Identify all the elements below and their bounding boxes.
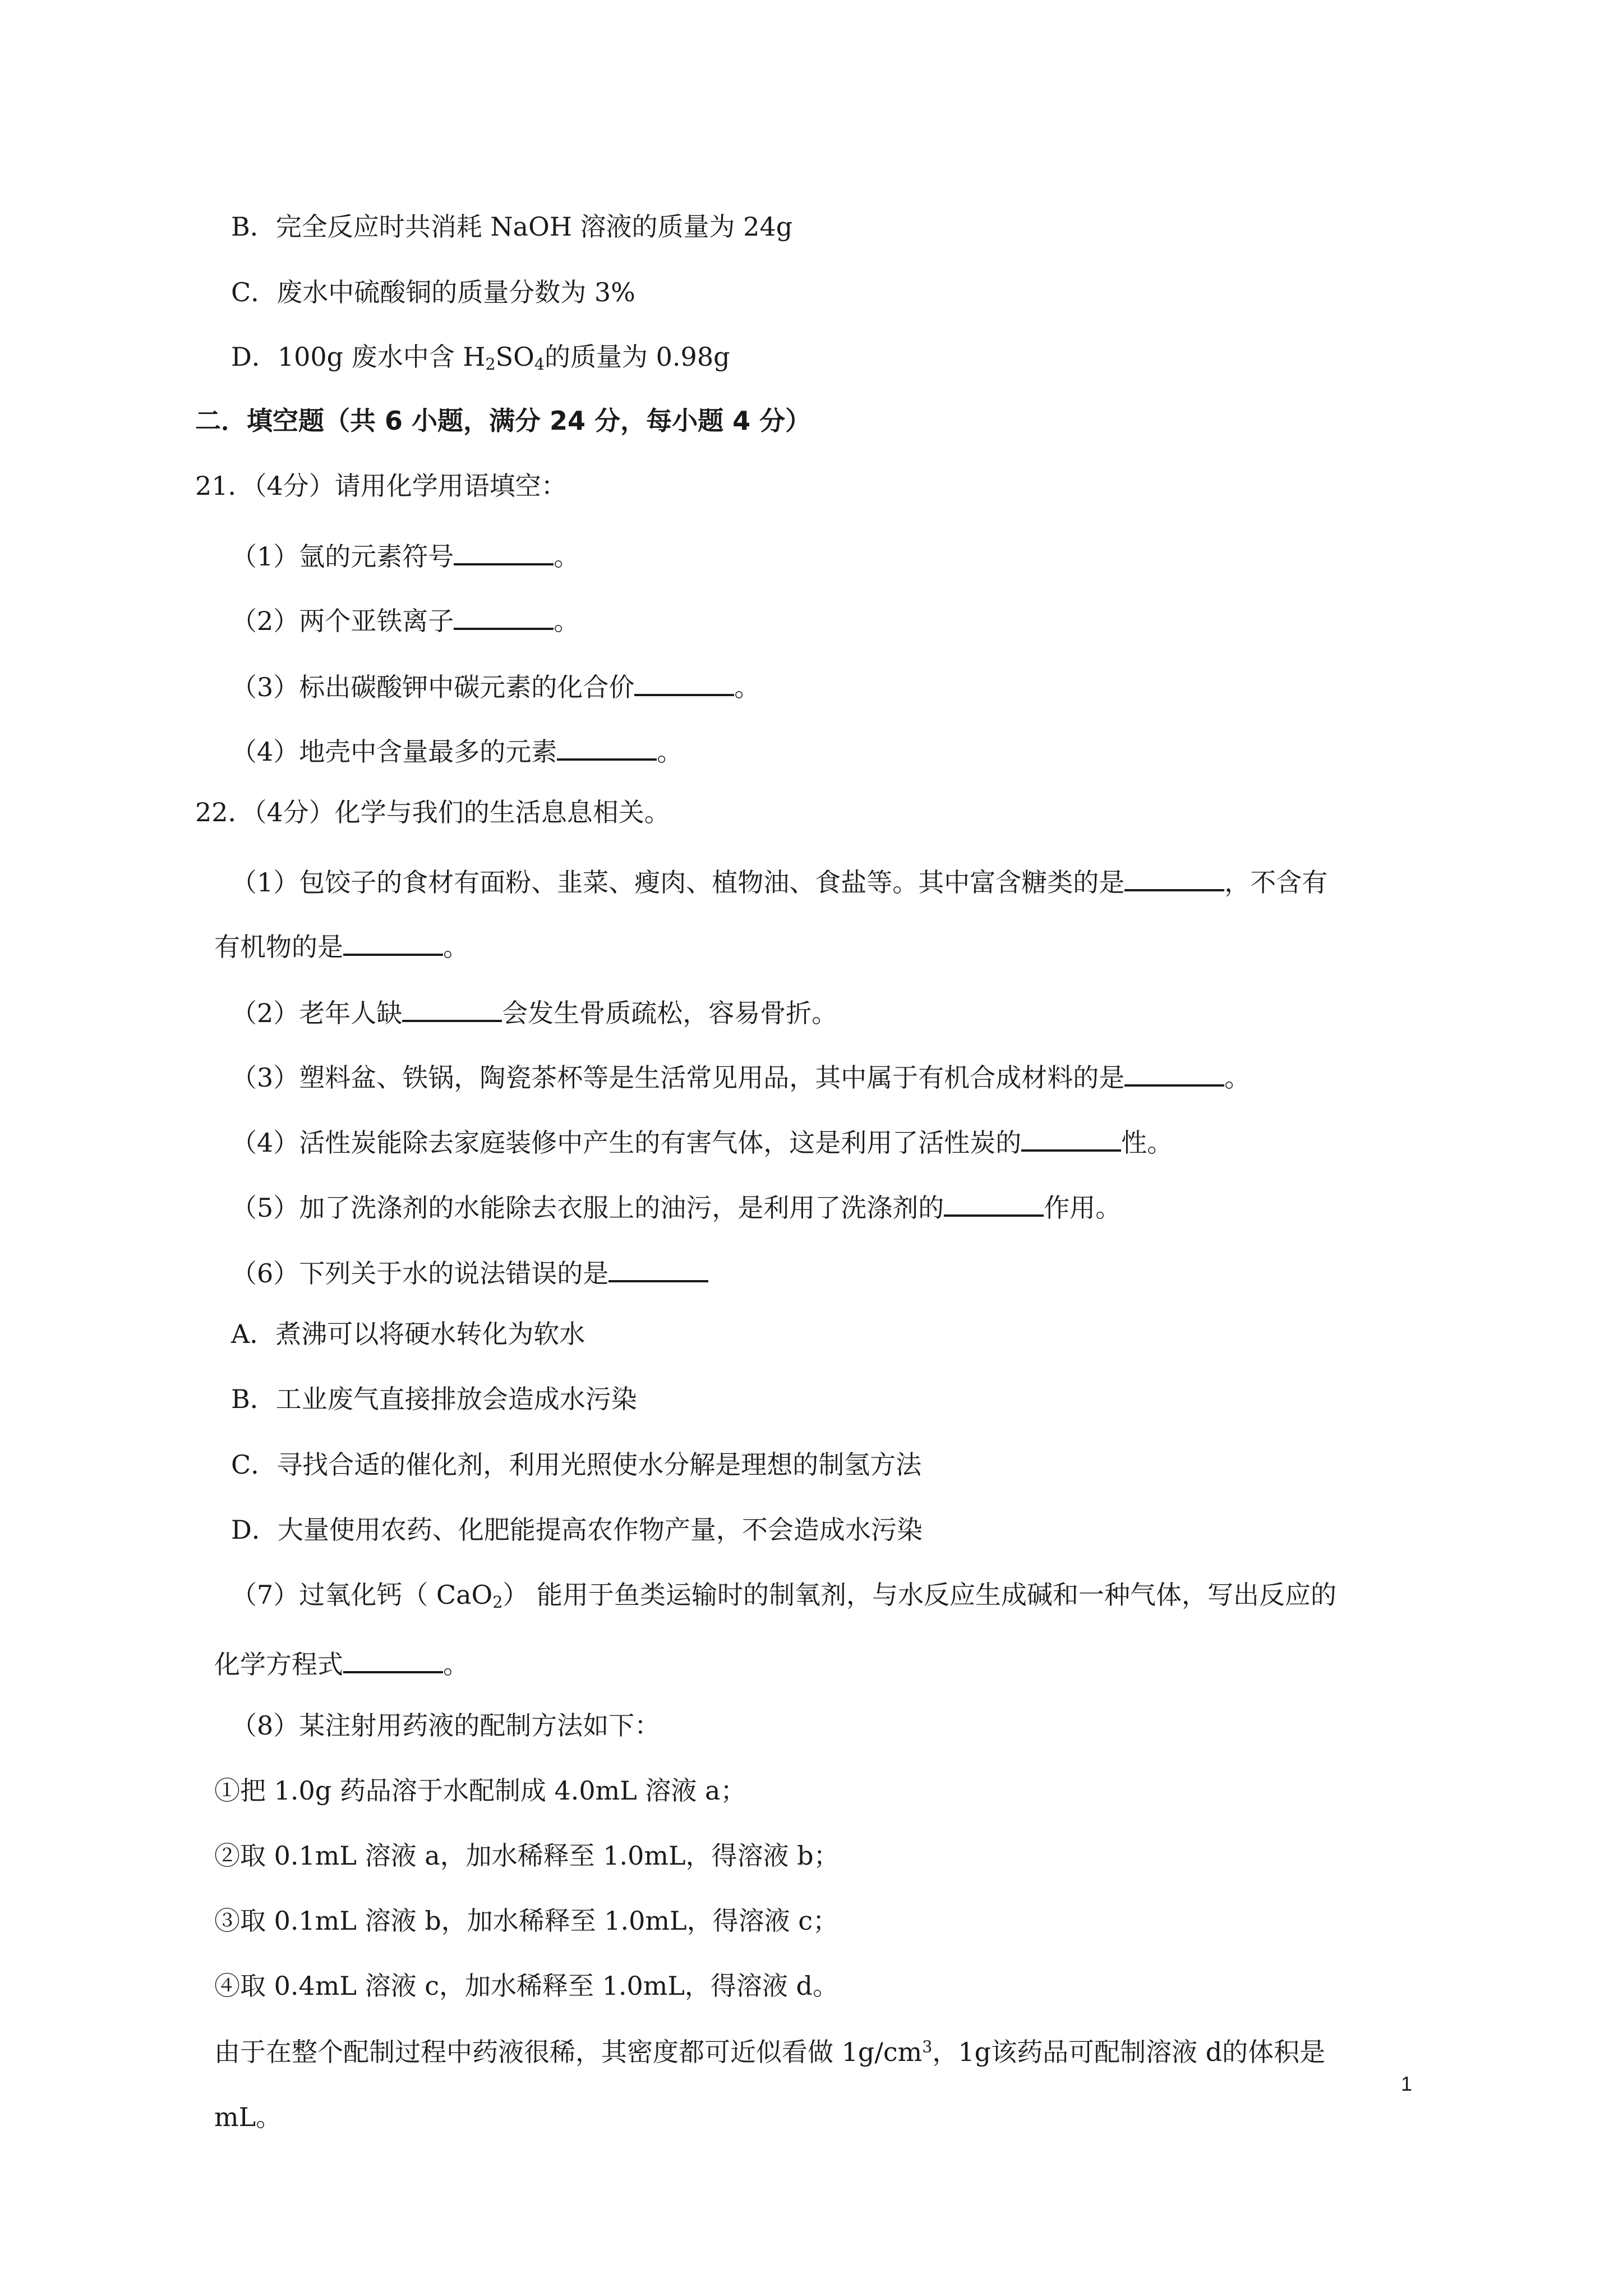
section-heading: 二．填空题（共 6 小题，满分 24 分，每小题 4 分） [195, 406, 811, 436]
q21-stem: 21．（4分）请用化学用语填空： [195, 471, 567, 501]
page-number: 1 [1401, 2072, 1413, 2095]
q22-part-7-cont: 化学方程式 。 [214, 1643, 469, 1681]
answer-blank[interactable] [454, 600, 554, 630]
q22-part-2: （2）老年人缺 会发生骨质疏松，容易骨折。 [231, 992, 837, 1030]
q22-part-7: （7）过氧化钙（ CaO$_2$） 能用于鱼类运输时的制氧剂，与水反应生成碱和一种气体，写出反应的 [231, 1580, 1337, 1612]
answer-blank[interactable] [1124, 1056, 1224, 1087]
q22-final: 由于在整个配制过程中药液很稀，其密度都可近似看做 $1g/cm^3$，1g该药品可配制溶液 d的体积是 [214, 2037, 1326, 2067]
q22-part-4: （4）活性炭能除去家庭装修中产生的有害气体，这是利用了活性炭的 性。 [231, 1121, 1173, 1159]
q22-part-8: （8）某注射用药液的配制方法如下： [231, 1710, 661, 1741]
answer-blank[interactable] [402, 992, 502, 1022]
answer-blank[interactable] [634, 666, 734, 696]
answer-blank[interactable] [608, 1252, 708, 1282]
q22-part-1: （1）包饺子的食材有面粉、韭菜、瘦肉、植物油、食盐等。其中富含糖类的是 ，不含有 [231, 861, 1327, 899]
q22-final-cont: mL。 [214, 2102, 282, 2132]
q21-part-1: （1）氩的元素符号 。 [231, 535, 579, 573]
answer-blank[interactable] [557, 730, 657, 761]
option-d: D．100g 废水中含 $H_2SO_4$的质量为 0.98g [231, 342, 730, 374]
q22-part-5: （5）加了洗涤剂的水能除去衣服上的油污，是利用了洗涤剂的 作用。 [231, 1186, 1121, 1225]
answer-blank[interactable] [1124, 861, 1224, 891]
q21-part-2: （2）两个亚铁离子 。 [231, 600, 579, 638]
q22-part-6: （6）下列关于水的说法错误的是 [231, 1252, 708, 1290]
q22-option-d: D．大量使用农药、化肥能提高农作物产量，不会造成水污染 [231, 1515, 923, 1545]
q22-part-3: （3）塑料盆、铁锅，陶瓷茶杯等是生活常见用品，其中属于有机合成材料的是 。 [231, 1056, 1250, 1094]
answer-blank[interactable] [343, 926, 443, 956]
q22-step-1: ①把 1.0g 药品溶于水配制成 4.0mL 溶液 a； [214, 1775, 746, 1806]
q22-option-c: C．寻找合适的催化剂，利用光照使水分解是理想的制氢方法 [231, 1450, 922, 1480]
q22-step-2: ②取 0.1mL 溶液 a，加水稀释至 1.0mL，得溶液 b； [214, 1841, 840, 1871]
q22-step-3: ③取 0.1mL 溶液 b，加水稀释至 1.0mL，得溶液 c； [214, 1906, 838, 1936]
q22-option-b: B．工业废气直接排放会造成水污染 [231, 1384, 637, 1414]
q22-part-1-cont: 有机物的是 。 [214, 926, 469, 964]
answer-blank[interactable] [454, 535, 554, 565]
q21-part-4: （4）地壳中含量最多的元素 。 [231, 730, 683, 769]
q22-stem: 22．（4分）化学与我们的生活息息相关。 [195, 797, 670, 827]
option-c: C．废水中硫酸铜的质量分数为 3% [231, 277, 635, 307]
answer-blank[interactable] [343, 1643, 443, 1673]
q22-option-a: A．煮沸可以将硬水转化为软水 [231, 1319, 585, 1349]
q22-step-4: ④取 0.4mL 溶液 c，加水稀释至 1.0mL，得溶液 d。 [214, 1971, 838, 2001]
q21-part-3: （3）标出碳酸钾中碳元素的化合价 。 [231, 666, 760, 704]
answer-blank[interactable] [1021, 1121, 1121, 1152]
answer-blank[interactable] [944, 1186, 1044, 1217]
option-b: B．完全反应时共消耗 NaOH 溶液的质量为 24g [231, 211, 793, 242]
